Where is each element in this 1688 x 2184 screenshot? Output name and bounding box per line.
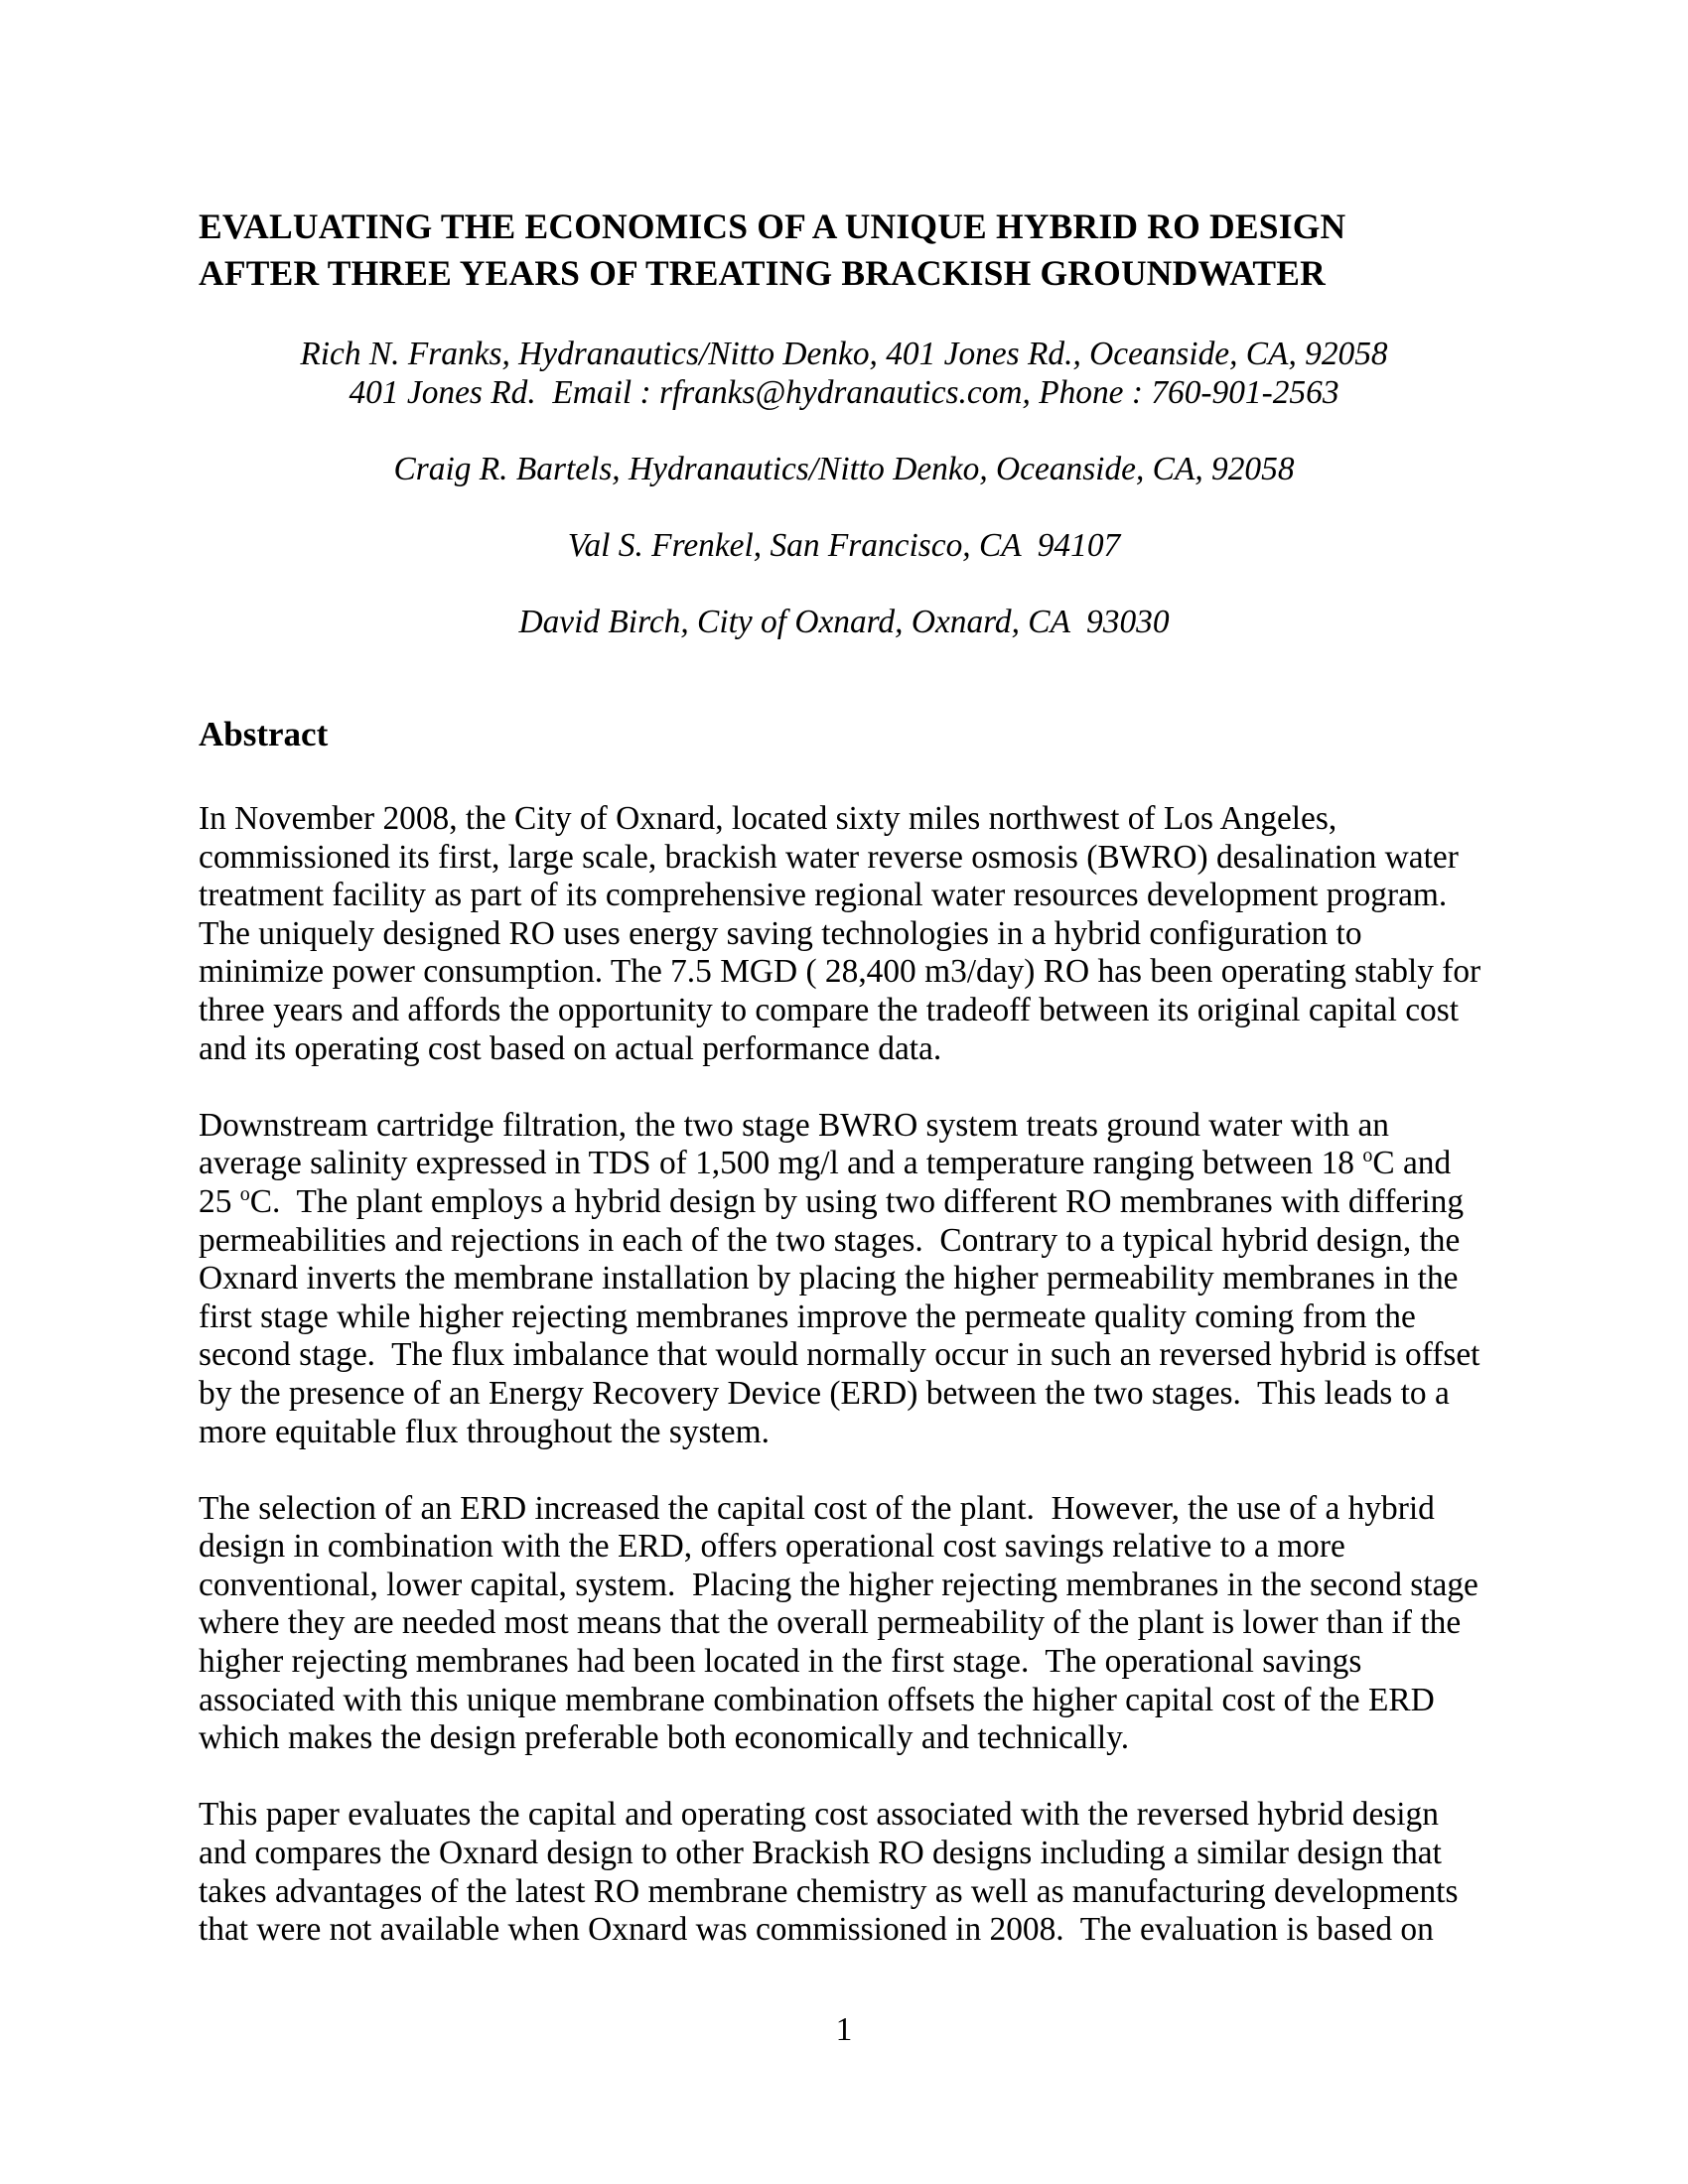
author-3-affiliation-line: Val S. Frenkel, San Francisco, CA 94107 xyxy=(567,526,1121,564)
author-entry-2 xyxy=(199,451,1489,489)
author-1-affiliation-line: Rich N. Franks, Hydranautics/Nitto Denko, 401 Jones Rd., Oceanside, CA, 92058 xyxy=(300,336,1388,372)
abstract-paragraph-3 xyxy=(199,1490,1489,1758)
abstract-paragraph-1 xyxy=(199,800,1489,1068)
abstract-paragraph-2-text-a: Downstream cartridge filtration, the two stage BWRO system treats ground water with an average salinity expressed in TDS of 1,500 mg/l and a temperature ranging between 18 xyxy=(199,1106,1398,1182)
author-entry-3 xyxy=(199,527,1489,566)
degree-superscript-o: o xyxy=(1362,1145,1373,1167)
abstract-paragraph-1-text: In November 2008, the City of Oxnard, located sixty miles northwest of Los Angeles, commissioned its first, large scale, brackish water reverse osmosis (BWRO) desalination water treatment facility as part of its comprehensive regional water resources development program. The uniquely designed RO uses energy saving technologies in a hybrid configuration to minimize power consumption. The 7.5 MGD ( 28,400 m3/day) RO has been operating stably for three years and affords the opportunity to compare the tradeoff between its original capital cost and its operating cost based on actual performance data. xyxy=(199,800,1489,1067)
page-number: 1 xyxy=(835,2011,853,2048)
author-1-contact-line: 401 Jones Rd. Email : rfranks@hydranautics.com, Phone : 760-901-2563 xyxy=(349,373,1339,411)
author-entry-4 xyxy=(199,604,1489,642)
paper-title xyxy=(199,204,1489,297)
paper-title-line-1: EVALUATING THE ECONOMICS OF A UNIQUE HYBRID RO DESIGN xyxy=(199,206,1346,246)
degree-superscript-o: o xyxy=(239,1182,250,1205)
abstract-paragraph-3-text: The selection of an ERD increased the capital cost of the plant. However, the use of a hybrid design in combination with the ERD, offers operational cost savings relative to a more conventional, lower capital, system. Placing the higher rejecting membranes in the second stage where they are needed most means that the overall permeability of the plant is lower than if the higher rejecting membranes had been located in the first stage. The operational savings associated with this unique membrane combination offsets the higher capital cost of the ERD which makes the design preferable both economically and technically. xyxy=(199,1489,1487,1757)
abstract-paragraph-4 xyxy=(199,1796,1489,1949)
abstract-paragraph-4-text: This paper evaluates the capital and operating cost associated with the reversed hybrid design and compares the Oxnard design to other Brackish RO designs including a similar design that takes advantages of the latest RO membrane chemistry as well as manufacturing developments that were not available when Oxnard was commissioned in 2008. The evaluation is based on xyxy=(199,1796,1467,1949)
abstract-paragraph-2-text-c: C. The plant employs a hybrid design by using two different RO membranes with differing permeabilities and rejections in each of the two stages. Contrary to a typical hybrid design, the Oxnard inverts the membrane installation by placing the higher permeability membranes in the first stage while higher rejecting membranes improve the permeate quality coming from the second stage. The flux imbalance that would normally occur in such an reversed hybrid is offset by the presence of an Energy Recovery Device (ERD) between the two stages. This leads to a more equitable flux throughout the system. xyxy=(199,1182,1488,1450)
author-4-affiliation-line: David Birch, City of Oxnard, Oxnard, CA 93030 xyxy=(518,603,1170,640)
abstract-heading: Abstract xyxy=(199,715,329,753)
abstract-paragraph-2 xyxy=(199,1107,1489,1451)
paper-title-line-2: AFTER THREE YEARS OF TREATING BRACKISH GROUNDWATER xyxy=(199,253,1327,293)
abstract-paragraph-2-text-b: C and 25 xyxy=(199,1145,1460,1220)
author-block xyxy=(199,336,1489,641)
author-2-affiliation-line: Craig R. Bartels, Hydranautics/Nitto Denko, Oceanside, CA, 92058 xyxy=(393,450,1295,487)
author-entry-1 xyxy=(199,336,1489,412)
